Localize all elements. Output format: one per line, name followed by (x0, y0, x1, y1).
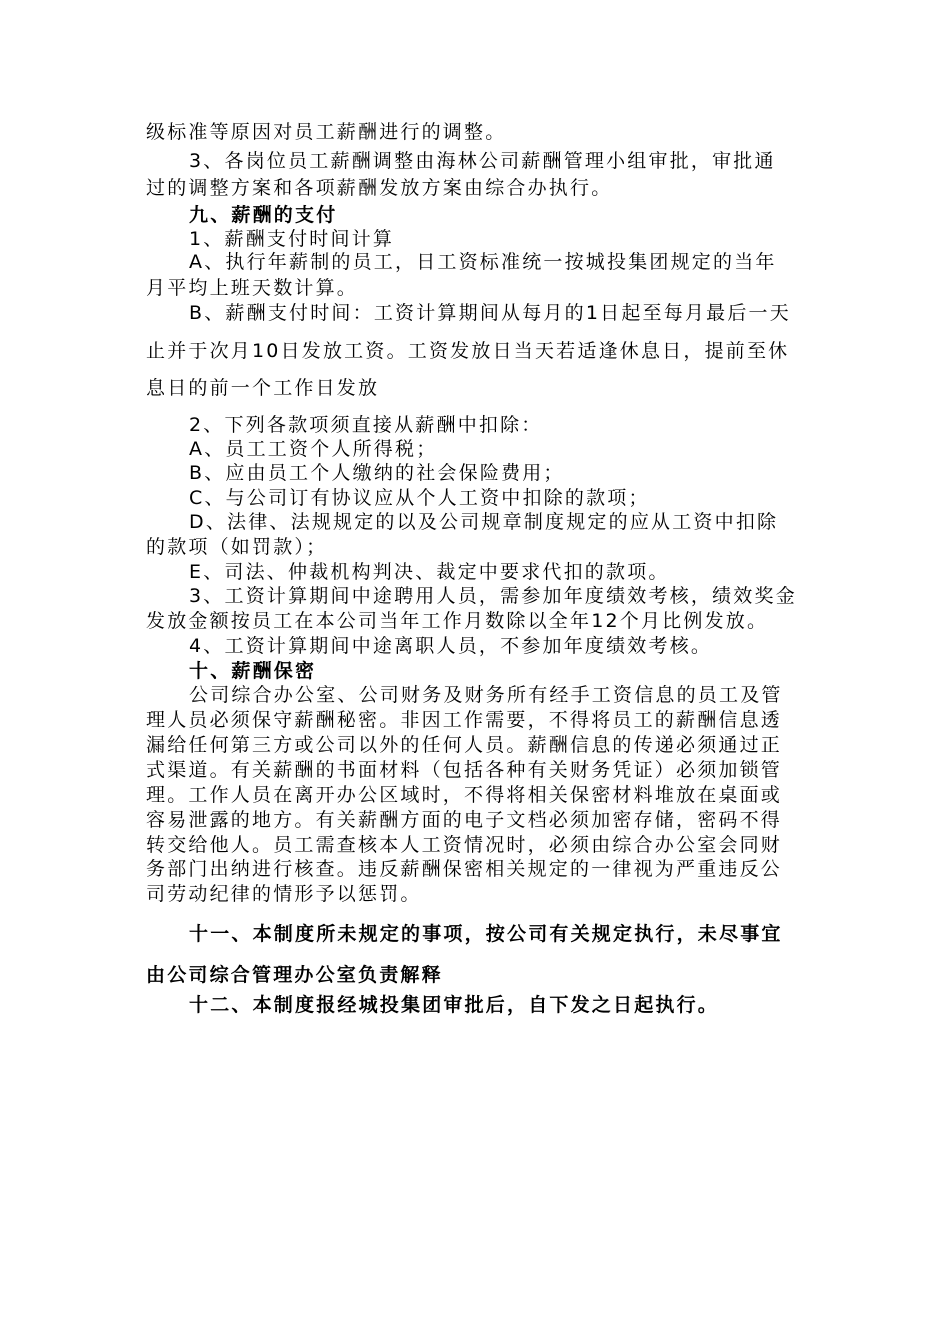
paragraph-line: 的款项（如罚款）； (146, 536, 328, 558)
paragraph-line: 漏给任何第三方或公司以外的任何人员。薪酬信息的传递必须通过正 (146, 734, 783, 756)
section-heading: 由公司综合管理办公室负责解释 (146, 964, 443, 986)
paragraph-line: 2、下列各款项须直接从薪酬中扣除： (189, 414, 543, 436)
paragraph-line: B、薪酬支付时间：工资计算期间从每月的1日起至每月最后一天 (189, 302, 791, 324)
paragraph-line: 理人员必须保守薪酬秘密。非因工作需要，不得将员工的薪酬信息透 (146, 709, 783, 731)
paragraph-line: 转交给他人。员工需查核本人工资情况时，必须由综合办公室会同财 (146, 834, 783, 856)
paragraph-line: 止并于次月10日发放工资。工资发放日当天若适逢休息日，提前至休 (146, 340, 790, 362)
section-heading: 十、薪酬保密 (189, 660, 317, 682)
section-heading: 十二、本制度报经城投集团审批后，自下发之日起执行。 (189, 994, 720, 1016)
paragraph-line: 发放金额按员工在本公司当年工作月数除以全年12个月比例发放。 (146, 610, 769, 632)
paragraph-line: B、应由员工个人缴纳的社会保险费用； (189, 462, 565, 484)
paragraph-line: C、与公司订有协议应从个人工资中扣除的款项； (189, 487, 650, 509)
paragraph-line: 4、工资计算期间中途离职人员，不参加年度绩效考核。 (189, 635, 713, 657)
paragraph-line: 级标准等原因对员工薪酬进行的调整。 (146, 121, 507, 143)
paragraph-line: 月平均上班天数计算。 (146, 277, 359, 299)
paragraph-line: 3、各岗位员工薪酬调整由海林公司薪酬管理小组审批，审批通 (189, 150, 776, 172)
paragraph-line: E、司法、仲裁机构判决、裁定中要求代扣的款项。 (189, 561, 670, 583)
paragraph-line: 1、薪酬支付时间计算 (189, 228, 395, 250)
section-heading: 十一、本制度所未规定的事项，按公司有关规定执行，未尽事宜 (189, 923, 783, 945)
paragraph-line: A、执行年薪制的员工，日工资标准统一按城投集团规定的当年 (189, 251, 777, 273)
paragraph-line: 公司综合办公室、公司财务及财务所有经手工资信息的员工及管 (189, 684, 783, 706)
paragraph-line: 理。工作人员在离开办公区域时，不得将相关保密材料堆放在桌面或 (146, 784, 783, 806)
paragraph-line: 务部门出纳进行核查。违反薪酬保密相关规定的一律视为严重违反公 (146, 858, 783, 880)
section-heading: 九、薪酬的支付 (189, 204, 338, 226)
paragraph-line: 司劳动纪律的情形予以惩罚。 (146, 883, 422, 905)
paragraph-line: A、员工工资个人所得税； (189, 438, 438, 460)
paragraph-line: 3、工资计算期间中途聘用人员，需参加年度绩效考核，绩效奖金 (189, 585, 797, 607)
paragraph-line: 息日的前一个工作日发放 (146, 377, 380, 399)
paragraph-line: 过的调整方案和各项薪酬发放方案由综合办执行。 (146, 177, 613, 199)
paragraph-line: 容易泄露的地方。有关薪酬方面的电子文档必须加密存储，密码不得 (146, 809, 783, 831)
paragraph-line: D、法律、法规规定的以及公司规章制度规定的应从工资中扣除 (189, 511, 779, 533)
paragraph-line: 式渠道。有关薪酬的书面材料（包括各种有关财务凭证）必须加锁管 (146, 759, 783, 781)
